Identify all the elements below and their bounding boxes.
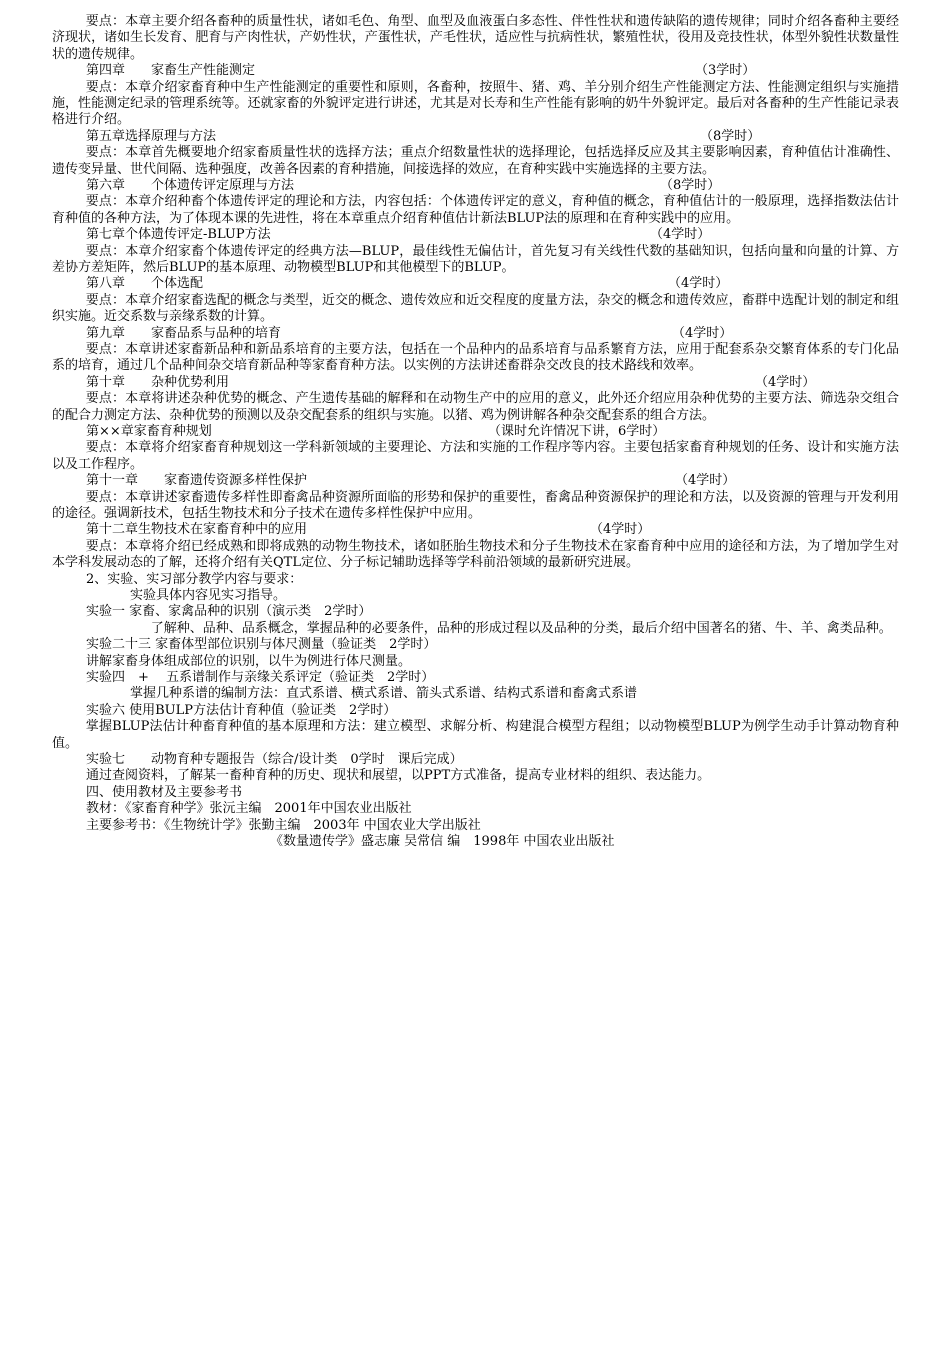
chapter-hours: （3学时） <box>695 63 756 79</box>
paragraph: 要点：本章主要介绍各畜种的质量性状，诸如毛色、角型、血型及血液蛋白多态性、伴性性状和遗传缺陷的遗传规律；同时介绍各畜种主要经济现状，诸如生长发育、肥育与产肉性状，产奶性状，产蛋性状，产毛性状，适应性与抗病性状，繁殖性状，役用及竞技性状，体型外貌性状数量性状的遗传规律。 <box>52 14 899 62</box>
chapter-title: 第十章 杂种优势利用 <box>86 374 230 390</box>
chapter-hours: （8学时） <box>700 128 761 144</box>
text-line: 通过查阅资料，了解某一畜种育种的历史、现状和展望，以PPT方式准备，提高专业材料的组织、表达能力。 <box>86 768 711 784</box>
text-line: 实验七 动物育种专题报告（综合/设计类 0学时 课后完成） <box>86 752 463 767</box>
paragraph: 掌握BLUP法估计种畜育种值的基本原理和方法：建立模型、求解分析、构建混合模型方程组；以动物模型BLUP为例学生动手计算动物育种值。 <box>52 719 899 751</box>
text-line: 掌握几种系谱的编制方法：直式系谱、横式系谱、箭头式系谱、结构式系谱和畜禽式系谱 <box>130 686 638 702</box>
text-line: 实验一 家畜、家禽品种的识别（演示类 2学时） <box>86 604 372 620</box>
text-line: 四、使用教材及主要参考书 <box>86 784 243 800</box>
chapter-title: 第××章家畜育种规划 <box>86 424 212 440</box>
text-line: 主要参考书：《生物统计学》张勤主编 2003年 中国农业大学出版社 <box>86 817 481 833</box>
text-line: 实验具体内容见实习指导。 <box>130 588 287 604</box>
chapter-heading <box>52 522 899 538</box>
chapter-title: 第十二章生物技术在家畜育种中的应用 <box>86 522 308 538</box>
chapter-hours: （4学时） <box>650 227 711 243</box>
chapter-heading <box>52 424 899 440</box>
paragraph: 要点：本章首先概要地介绍家畜质量性状的选择方法；重点介绍数量性状的选择理论，包括选择反应及其主要影响因素，育种值估计准确性、遗传变异量、世代间隔、选种强度，改善各因素的育种措施，间接选择的效应，在育种实践中实施选择的主要方法。 <box>52 145 899 177</box>
paragraph: 要点：本章讲述家畜新品种和新品系培育的主要方法，包括在一个品种内的品系培育与品系繁育方法，应用于配套系杂交繁育体系的专门化品系的培育，通过几个品种间杂交培育新品种等家畜育种方法。以实例的方法讲述畜群杂交改良的技术路线和效率。 <box>52 342 899 374</box>
chapter-heading <box>52 375 899 391</box>
paragraph: 要点：本章将介绍家畜育种规划这一学科新领域的主要理论、方法和实施的工作程序等内容。主要包括家畜育种规划的任务、设计和实施方法以及工作程序。 <box>52 440 899 472</box>
chapter-hours: （4学时） <box>755 374 816 390</box>
text-line: 教材：《家畜育种学》张沅主编 2001年中国农业出版社 <box>86 801 412 817</box>
paragraph: 要点：本章讲述家畜遗传多样性即畜禽品种资源所面临的形势和保护的重要性，畜禽品种资源保护的理论和方法，以及资源的管理与开发利用的途径。强调新技术，包括生物技术和分子技术在遗传多样性保护中应用。 <box>52 489 899 522</box>
paragraph: 要点：本章介绍家畜育种中生产性能测定的重要性和原则，各畜种，按照牛、猪、鸡、羊分别介绍生产性能测定方法、性能测定组织与实施措施，性能测定纪录的管理系统等。还就家畜的外貌评定进行讲述，尤其是对长寿和生产性能有影响的奶牛外貌评定。最后对各畜种的生产性能记录表格进行介绍。 <box>52 79 899 128</box>
text-line: 2、实验、实习部分教学内容与要求： <box>86 571 303 587</box>
chapter-title: 第九章 家畜品系与品种的培育 <box>86 325 282 341</box>
chapter-hours: （4学时） <box>590 522 651 538</box>
chapter-title: 第七章个体遗传评定-BLUP方法 <box>86 227 271 243</box>
chapter-hours: （课时允许情况下讲，6学时） <box>488 424 666 440</box>
chapter-heading <box>52 178 899 194</box>
chapter-title: 第四章 家畜生产性能测定 <box>86 63 256 79</box>
chapter-title: 第六章 个体遗传评定原理与方法 <box>86 178 295 194</box>
chapter-heading <box>52 473 899 489</box>
paragraph: 要点：本章介绍家畜个体遗传评定的经典方法—BLUP，最佳线性无偏估计，首先复习有关线性代数的基础知识，包括向量和向量的计算、方差协方差矩阵，然后BLUP的基本原理、动物模型BLUP和其他模型下的BLUP。 <box>52 243 899 276</box>
chapter-heading <box>52 129 899 145</box>
paragraph: 要点：本章将讲述杂种优势的概念、产生遗传基础的解释和在动物生产中的应用的意义，此外还介绍应用杂种优势的主要方法、筛选杂交组合的配合力测定方法、杂种优势的预测以及杂交配套系的组织与实施。以猪、鸡为例讲解各种杂交配套系的组合方法。 <box>52 391 899 423</box>
paragraph: 要点：本章将介绍已经成熟和即将成熟的动物生物技术，诸如胚胎生物技术和分子生物技术在家畜育种中应用的途径和方法，为了增加学生对本学科发展动态的了解，还将介绍有关QTL定位、分子标记辅助选择等学科前沿领域的最新研究进展。 <box>52 538 899 571</box>
chapter-title: 第五章选择原理与方法 <box>86 128 217 144</box>
chapter-heading <box>52 227 899 243</box>
chapter-heading <box>52 276 899 292</box>
paragraph: 要点：本章介绍家畜选配的概念与类型，近交的概念、遗传效应和近交程度的度量方法，杂交的概念和遗传效应，畜群中选配计划的制定和组织实施。近交系数与亲缘系数的计算。 <box>52 292 899 325</box>
text-line: 实验二十三 家畜体型部位识别与体尺测量（验证类 2学时） <box>86 637 437 653</box>
text-line: 实验四 + 五系谱制作与亲缘关系评定（验证类 2学时） <box>86 670 435 686</box>
paragraph: 要点：本章介绍种畜个体遗传评定的理论和方法，内容包括：个体遗传评定的意义，育种值的概念，育种值估计的一般原理，选择指数法估计育种值的各种方法，为了体现本课的先进性，将在本章重点介绍育种值估计新法BLUP法的原理和在育种实践中的应用。 <box>52 194 899 226</box>
text-line: 《数量遗传学》盛志廉 吴常信 编 1998年 中国农业出版社 <box>270 833 615 849</box>
chapter-hours: （4学时） <box>668 276 729 292</box>
chapter-heading <box>52 326 899 342</box>
chapter-hours: （4学时） <box>675 473 736 489</box>
chapter-hours: （4学时） <box>672 325 733 341</box>
chapter-heading <box>52 63 899 79</box>
paragraph: 了解种、品种、品系概念，掌握品种的必要条件，品种的形成过程以及品种的分类，最后介绍中国著名的猪、牛、羊、禽类品种。 <box>85 620 892 636</box>
text-line: 实验六 使用BULP方法估计育种值（验证类 2学时） <box>86 702 397 718</box>
chapter-title: 第十一章 家畜遗传资源多样性保护 <box>86 473 308 489</box>
chapter-hours: （8学时） <box>660 178 721 194</box>
chapter-title: 第八章 个体选配 <box>86 276 204 292</box>
text-line: 讲解家畜身体组成部位的识别，以牛为例进行体尺测量。 <box>86 653 412 669</box>
